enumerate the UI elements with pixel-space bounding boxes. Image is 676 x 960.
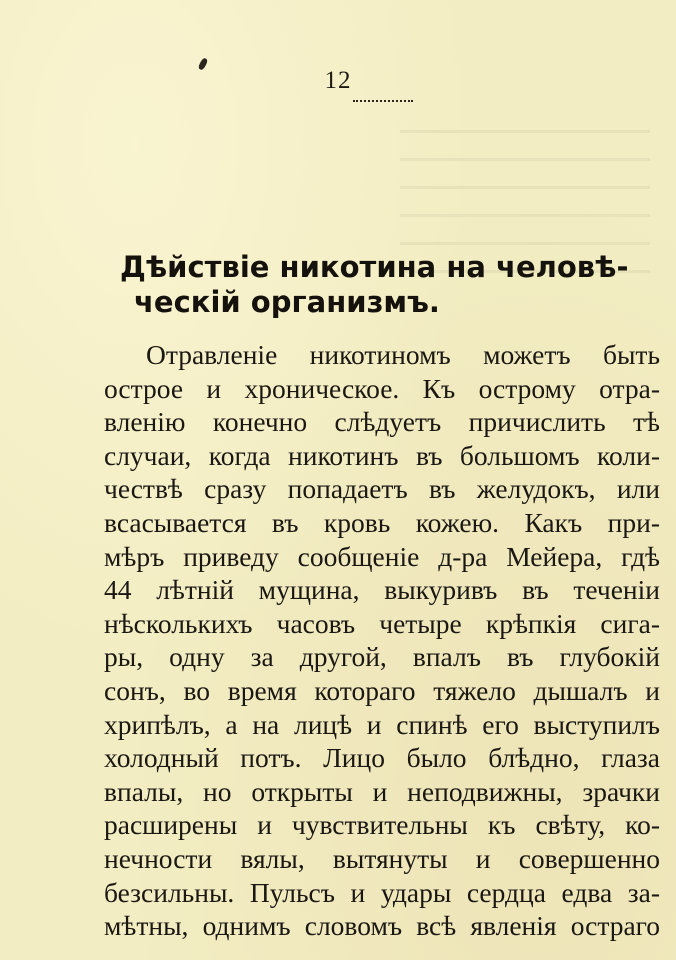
text-line: нечности вялы, вытянуты и совершенно bbox=[104, 842, 660, 874]
text-line: расширены и чувствительны къ свѣту, ко- bbox=[104, 809, 660, 841]
text-line: нѣсколькихъ часовъ четыре крѣпкія сига- bbox=[104, 607, 660, 639]
text-line: 44 лѣтній мущина, выкуривъ въ теченіи bbox=[104, 574, 660, 606]
text-line: всасывается въ кровь кожею. Какъ при- bbox=[104, 506, 660, 538]
text-line: случаи, когда никотинъ въ большомъ коли- bbox=[104, 439, 660, 471]
page-number-rule bbox=[353, 100, 413, 102]
text-line: безсильны. Пульсъ и удары сердца едва за- bbox=[104, 876, 660, 908]
text-line: вленію конечно слѣдуетъ причислить тѣ bbox=[104, 406, 660, 438]
text-line: острое и хроническое. Къ острому отра- bbox=[104, 372, 660, 404]
text-line: холодный потъ. Лицо было блѣдно, глаза bbox=[104, 742, 660, 774]
page-number: 12 bbox=[324, 67, 352, 94]
text-line: впалы, но открыты и неподвижны, зрачки bbox=[104, 775, 660, 807]
heading-line-2: ческій организмъ. bbox=[134, 285, 440, 319]
section-heading bbox=[120, 250, 660, 320]
body-paragraph bbox=[104, 338, 660, 943]
text-line: мѣръ приведу сообщеніе д-ра Мейера, гдѣ bbox=[104, 540, 660, 572]
heading-line-1: Дѣйствіе никотина на человѣ- bbox=[120, 250, 629, 284]
text-line: ры, одну за другой, впалъ въ глубокій bbox=[104, 641, 660, 673]
text-line: Отравленіе никотиномъ можетъ быть bbox=[146, 339, 660, 370]
text-line: хрипѣлъ, а на лицѣ и спинѣ его выступилъ bbox=[104, 708, 660, 740]
text-line: чествѣ сразу попадаетъ въ желудокъ, или bbox=[104, 473, 660, 505]
text-line: мѣтны, однимъ словомъ всѣ явленія остраго bbox=[104, 910, 660, 942]
text-line: сонъ, во время котораго тяжело дышалъ и bbox=[104, 674, 660, 706]
